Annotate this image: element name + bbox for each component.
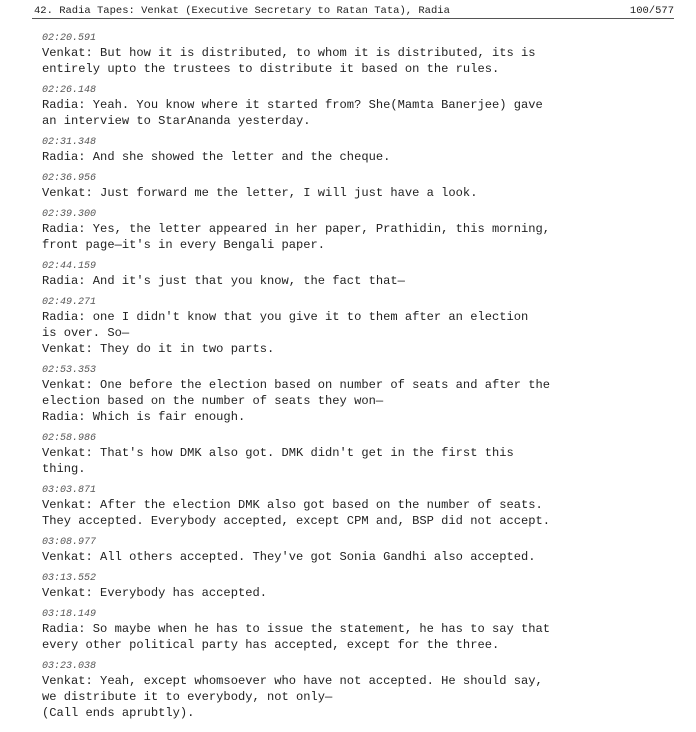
dialogue-line: every other political party has accepted, except for the three. — [42, 638, 500, 652]
dialogue-line: Venkat: Everybody has accepted. — [42, 586, 267, 600]
transcript-entry — [42, 608, 662, 653]
dialogue-line: we distribute it to everybody, not only— — [42, 690, 333, 704]
document-title: 42. Radia Tapes: Venkat (Executive Secretary to Ratan Tata), Radia — [34, 5, 450, 17]
page-header — [32, 4, 674, 19]
dialogue-line: Radia: And she showed the letter and the cheque. — [42, 150, 391, 164]
transcript-entry — [42, 432, 662, 477]
dialogue-line: Radia: Which is fair enough. — [42, 410, 246, 424]
transcript-entry — [42, 172, 662, 201]
transcript-entry — [42, 296, 662, 357]
dialogue-line: (Call ends aprubtly). — [42, 706, 195, 720]
timestamp: 02:31.348 — [42, 137, 97, 148]
timestamp: 02:44.159 — [42, 261, 97, 272]
transcript-entry — [42, 660, 662, 721]
dialogue-line: Radia: So maybe when he has to issue the statement, he has to say that — [42, 622, 551, 636]
transcript-entry — [42, 84, 662, 129]
dialogue-line: entirely upto the trustees to distribute it based on the rules. — [42, 62, 500, 76]
page-number: 100/577 — [629, 5, 674, 17]
timestamp: 03:23.038 — [42, 661, 97, 672]
transcript-entry — [42, 484, 662, 529]
transcript-entry — [42, 572, 662, 601]
dialogue-line: Venkat: They do it in two parts. — [42, 342, 275, 356]
dialogue-line: an interview to StarAnanda yesterday. — [42, 114, 311, 128]
dialogue-line: Radia: Yeah. You know where it started from? She(Mamta Banerjee) gave — [42, 98, 543, 112]
dialogue-line: Venkat: After the election DMK also got based on the number of seats. — [42, 498, 543, 512]
timestamp: 02:58.986 — [42, 433, 97, 444]
dialogue-line: thing. — [42, 462, 86, 476]
timestamp: 03:18.149 — [42, 609, 97, 620]
transcript-entry — [42, 136, 662, 165]
timestamp: 03:08.977 — [42, 537, 97, 548]
dialogue-line: Venkat: One before the election based on number of seats and after the — [42, 378, 551, 392]
dialogue-line: is over. So— — [42, 326, 130, 340]
transcript-entry — [42, 364, 662, 425]
timestamp: 02:49.271 — [42, 297, 97, 308]
dialogue-line: Venkat: Yeah, except whomsoever who have not accepted. He should say, — [42, 674, 543, 688]
transcript-entry — [42, 32, 662, 77]
dialogue-line: front page—it's in every Bengali paper. — [42, 238, 326, 252]
dialogue-line: Venkat: Just forward me the letter, I will just have a look. — [42, 186, 478, 200]
timestamp: 02:53.353 — [42, 365, 97, 376]
dialogue-line: Venkat: But how it is distributed, to whom it is distributed, its is — [42, 46, 536, 60]
transcript — [42, 32, 662, 728]
dialogue-line: election based on the number of seats they won— — [42, 394, 384, 408]
dialogue-line: They accepted. Everybody accepted, except CPM and, BSP did not accept. — [42, 514, 551, 528]
transcript-entry — [42, 208, 662, 253]
dialogue-line: Radia: And it's just that you know, the fact that— — [42, 274, 405, 288]
dialogue-line: Venkat: That's how DMK also got. DMK didn't get in the first this — [42, 446, 514, 460]
timestamp: 02:20.591 — [42, 33, 97, 44]
timestamp: 02:26.148 — [42, 85, 97, 96]
timestamp: 02:39.300 — [42, 209, 97, 220]
dialogue-line: Venkat: All others accepted. They've got Sonia Gandhi also accepted. — [42, 550, 536, 564]
dialogue-line: Radia: Yes, the letter appeared in her paper, Prathidin, this morning, — [42, 222, 551, 236]
dialogue-line: Radia: one I didn't know that you give it to them after an election — [42, 310, 529, 324]
transcript-entry — [42, 260, 662, 289]
timestamp: 03:03.871 — [42, 485, 97, 496]
timestamp: 02:36.956 — [42, 173, 97, 184]
timestamp: 03:13.552 — [42, 573, 97, 584]
transcript-entry — [42, 536, 662, 565]
